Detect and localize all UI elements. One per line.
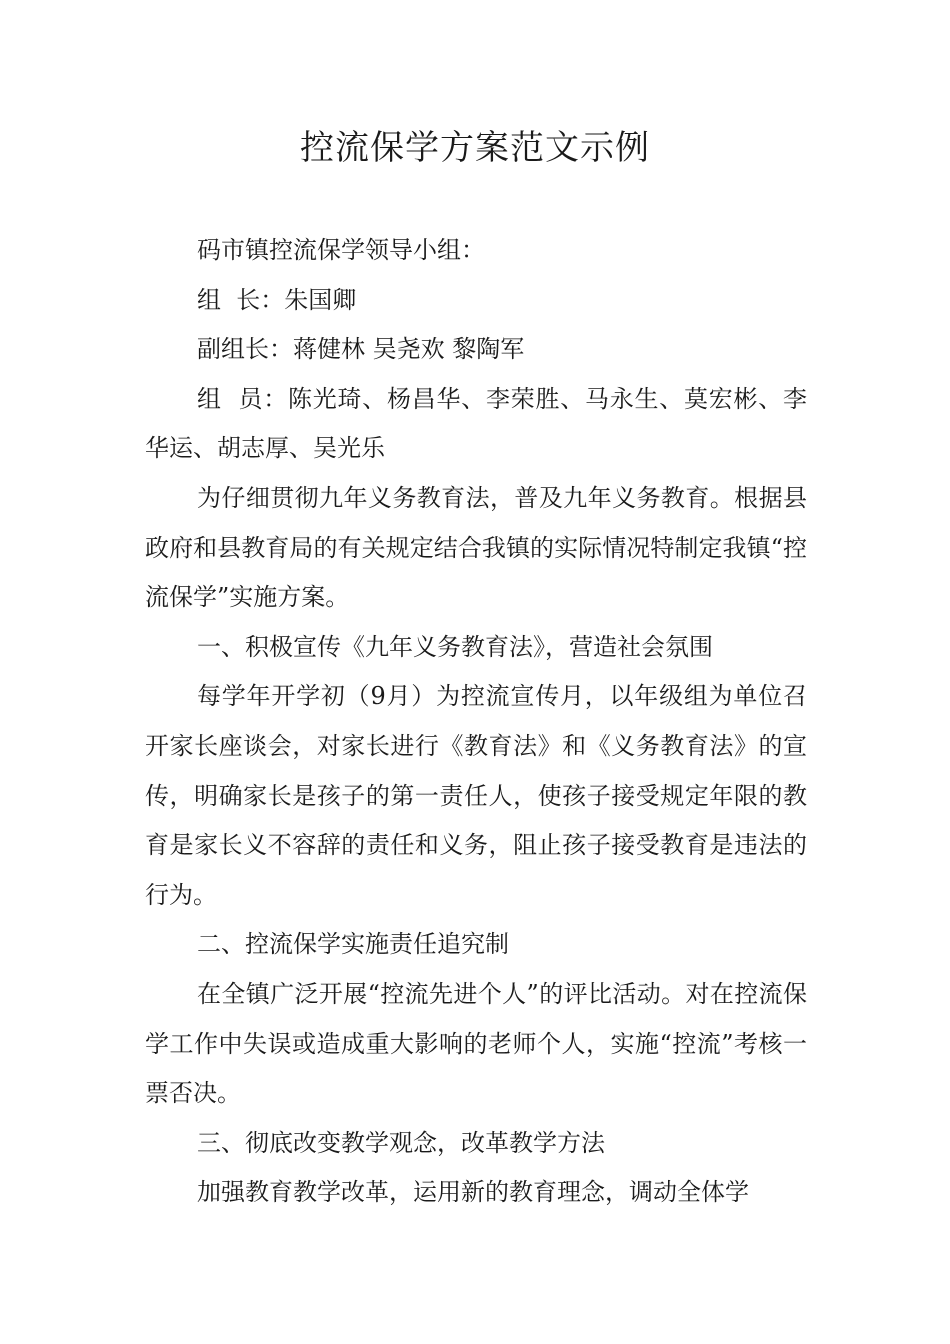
paragraph-leader-group: 码市镇控流保学领导小组：	[197, 236, 485, 264]
paragraph-intro: 为仔细贯彻九年义务教育法，普及九年义务教育。根据县政府和县教育局的有关规定结合我镇的实际情况特制定我镇“控流保学”实施方案。	[145, 483, 807, 612]
paragraph-group-members: 组 员：陈光琦、杨昌华、李荣胜、马永生、莫宏彬、李华运、胡志厚、吴光乐	[145, 384, 807, 463]
paragraph-section-2: 在全镇广泛开展“控流先进个人”的评比活动。对在控流保学工作中失误或造成重大影响的老师个人，实施“控流”考核一票否决。	[145, 979, 807, 1108]
document-title: 控流保学方案范文示例	[300, 128, 650, 168]
section-heading-1: 一、积极宣传《九年义务教育法》，营造社会氛围	[197, 632, 713, 661]
paragraph-deputy-leaders: 副组长：蒋健林 吴尧欢 黎陶军	[197, 335, 525, 364]
paragraph-group-leader: 组 长：朱国卿	[197, 285, 357, 314]
section-heading-2: 二、控流保学实施责任追究制	[197, 930, 509, 959]
section-heading-3: 三、彻底改变教学观念，改革教学方法	[197, 1128, 605, 1157]
paragraph-section-1: 每学年开学初（9月）为控流宣传月，以年级组为单位召开家长座谈会，对家长进行《教育法》和《义务教育法》的宣传，明确家长是孩子的第一责任人，使孩子接受规定年限的教育是家长义不容辞的责任和义务，阻止孩子接受教育是违法的行为。	[145, 682, 807, 909]
paragraph-section-3: 加强教育教学改革，运用新的教育理念，调动全体学	[197, 1178, 749, 1207]
document-body	[145, 226, 807, 1218]
